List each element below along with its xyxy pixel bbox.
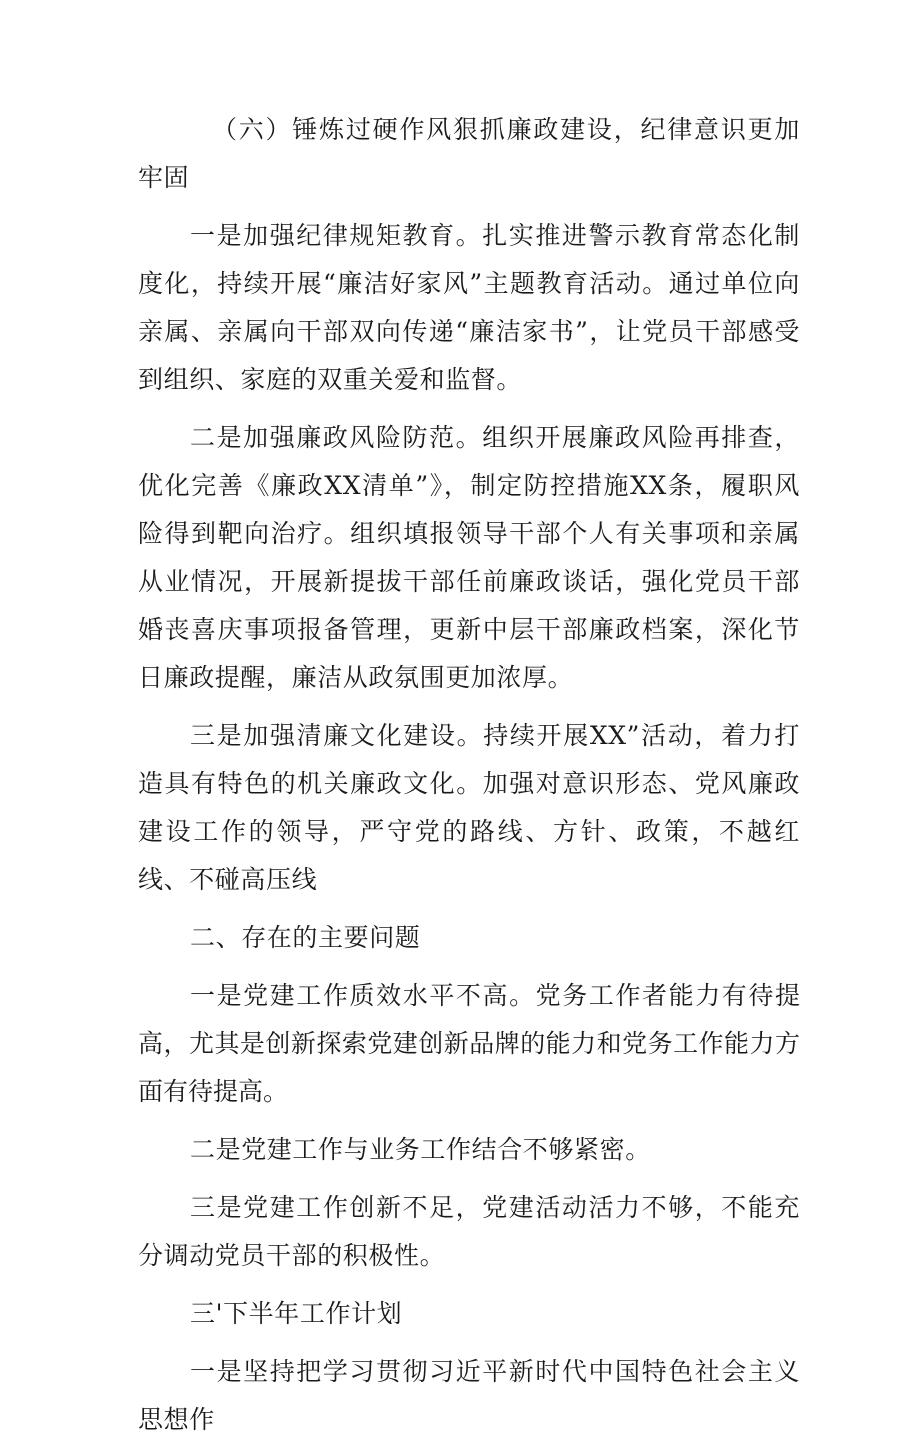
paragraph-risk-prevention: 二是加强廉政风险防范。组织开展廉政风险再排查，优化完善《廉政XX清单”》，制定防控措施XX条，履职风险得到靶向治疗。组织填报领导干部个人有关事项和亲属从业情况，开展新提拔干部任前廉政谈话，强化党员干部婚丧喜庆事项报备管理，更新中层干部廉政档案，深化节日廉政提醒，廉洁从政氛围更加浓厚。	[138, 423, 800, 692]
paragraph-plan-one: 一是坚持把学习贯彻习近平新时代中国特色社会主义思想作	[138, 1357, 800, 1434]
paragraph-problem-one: 一是党建工作质效水平不高。党务工作者能力有待提高，尤其是创新探索党建创新品牌的能力和党务工作能力方面有待提高。	[138, 981, 800, 1106]
document-body	[138, 106, 800, 1454]
section-heading-six: （六）锤炼过硬作风狠抓廉政建设，纪律意识更加牢固	[138, 115, 800, 192]
paragraph-problem-three: 三是党建工作创新不足，党建活动活力不够，不能充分调动党员干部的积极性。	[138, 1193, 800, 1270]
paragraph-problem-two: 二是党建工作与业务工作结合不够紧密。	[190, 1135, 651, 1164]
paragraph-discipline-education: 一是加强纪律规矩教育。扎实推进警示教育常态化制度化，持续开展“廉洁好家风”主题教育活动。通过单位向亲属、亲属向干部双向传递“廉洁家书”，让党员干部感受到组织、家庭的双重关爱和监督。	[138, 221, 800, 394]
section-heading-work-plan: 三'下半年工作计划	[190, 1299, 403, 1328]
paragraph-clean-culture: 三是加强清廉文化建设。持续开展XX”活动，着力打造具有特色的机关廉政文化。加强对意识形态、党风廉政建设工作的领导，严守党的路线、方针、政策，不越红线、不碰高压线	[138, 721, 800, 894]
section-heading-main-problems: 二、存在的主要问题	[190, 923, 421, 952]
